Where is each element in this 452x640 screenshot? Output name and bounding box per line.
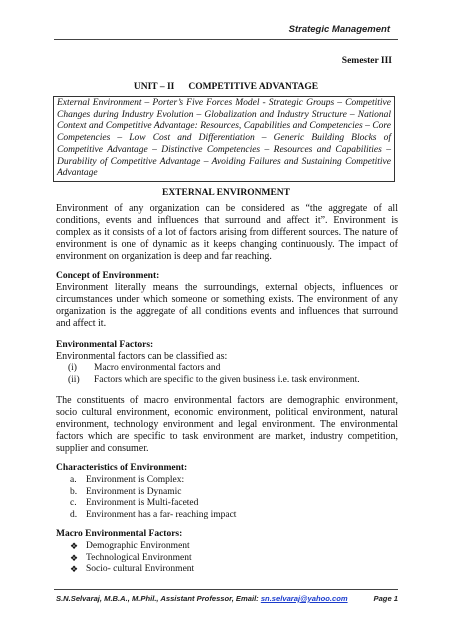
footer-rule <box>54 589 398 590</box>
footer-author: S.N.Selvaraj, M.B.A., M.Phil., Assistant Professor, Email: <box>56 594 259 603</box>
unit-title: COMPETITIVE ADVANTAGE <box>188 82 319 92</box>
macro-list <box>56 541 406 576</box>
page-footer <box>56 594 398 603</box>
factors-intro: Environmental factors can be classified as: <box>56 351 228 362</box>
characteristics-list <box>56 475 406 522</box>
list-item-text: Technological Environment <box>86 552 192 563</box>
list-item <box>56 564 406 576</box>
running-header: Strategic Management <box>288 24 390 35</box>
macro-heading: Macro Environmental Factors: <box>56 529 183 539</box>
list-item <box>56 363 406 375</box>
list-marker: c. <box>70 498 77 509</box>
factors-list <box>56 363 406 386</box>
list-item <box>56 498 406 510</box>
list-marker: d. <box>70 510 78 521</box>
list-marker: a. <box>70 475 77 485</box>
list-item-text: Environment has a far- reaching impact <box>86 510 237 521</box>
unit-heading <box>0 82 452 92</box>
list-marker: (ii) <box>68 374 80 385</box>
list-item <box>56 475 406 487</box>
header-rule <box>54 39 398 40</box>
list-item <box>56 375 406 387</box>
concept-heading: Concept of Environment: <box>56 271 160 281</box>
characteristics-heading: Characteristics of Environment: <box>56 463 188 473</box>
list-item-text: Environment is Multi-faceted <box>86 498 199 509</box>
list-item <box>56 541 406 553</box>
semester-label: Semester III <box>341 56 392 66</box>
diamond-bullet-icon: ❖ <box>70 564 79 575</box>
list-item-text: Demographic Environment <box>86 541 190 551</box>
list-item-text: Factors which are specific to the given business i.e. task environment. <box>94 374 360 385</box>
list-marker: (i) <box>68 363 77 373</box>
factors-heading: Environmental Factors: <box>56 340 154 350</box>
list-item-text: Socio- cultural Environment <box>86 564 195 575</box>
concept-paragraph: Environment literally means the surroundings, external objects, influences or circumstances under which someone or something exists. The environment of any organization is the aggregate of all conditions events and influences that surround and affect it. <box>56 282 398 329</box>
footer-email-link[interactable]: sn.selvaraj@yahoo.com <box>260 594 348 603</box>
list-item-text: Environment is Complex: <box>86 475 185 485</box>
page-number: Page 1 <box>373 594 398 603</box>
diamond-bullet-icon: ❖ <box>70 552 79 563</box>
list-item-text: Environment is Dynamic <box>86 486 182 497</box>
list-marker: b. <box>70 486 78 497</box>
list-item <box>56 510 406 522</box>
list-item <box>56 487 406 499</box>
list-item <box>56 553 406 565</box>
intro-paragraph: Environment of any organization can be considered as “the aggregate of all conditions, events and influences that surround and affect it”. Environment is complex as it consists of a lot of factors arising from different sources. The nature of environment is one of dynamic as it keeps changing continuously. The impact of environment on organization is deep and far reaching. <box>56 203 398 262</box>
unit-label: UNIT – II <box>133 82 175 92</box>
list-item-text: Macro environmental factors and <box>94 363 221 373</box>
constituents-paragraph: The constituents of macro environmental factors are demographic environment, socio cultural environment, economic environment, political environment, natural environment, technology environment and legal environment. The environmental factors which are specific to task environment are market, industry competition, supplier and consumer. <box>56 395 398 454</box>
section-title: EXTERNAL ENVIRONMENT <box>161 188 290 198</box>
diamond-bullet-icon: ❖ <box>70 541 79 551</box>
syllabus-box: External Environment – Porter’s Five Forces Model - Strategic Groups – Competitive Changes during Industry Evolution – Globalization and Industry Structure – National Context and Competitive Advantage: Resources, Capabilities and Competencies – Core Competencies – Low Cost and Differentiation – Generic Building Blocks of Competitive Advantage – Distinctive Competencies – Resources and Capabilities – Durability of Competitive Advantage – Avoiding Failures and Sustaining Competitive Advantage <box>53 96 395 182</box>
